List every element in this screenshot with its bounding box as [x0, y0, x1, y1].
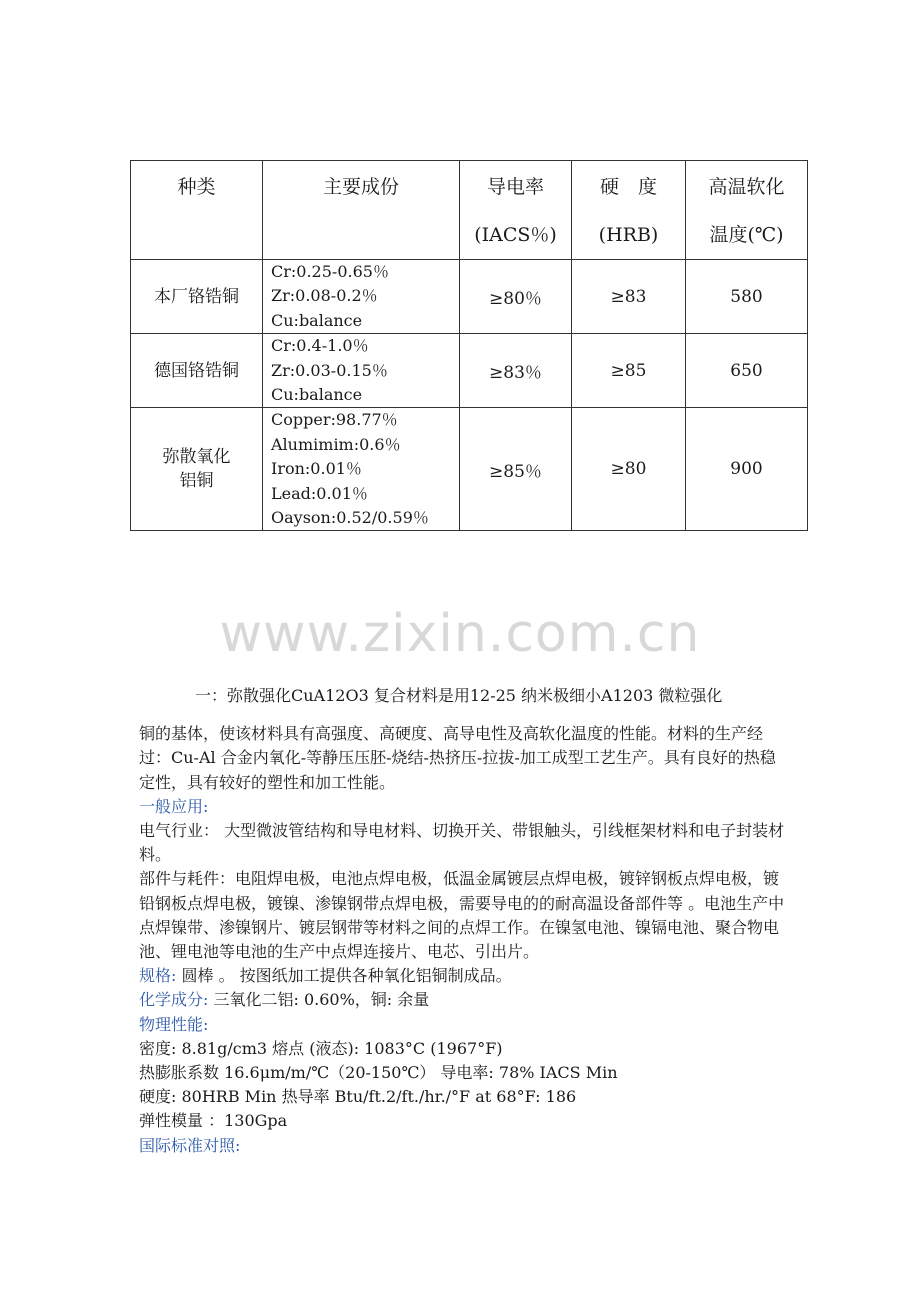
composition-line: Iron:0.01％ [271, 459, 362, 479]
header-line: 导电率 [486, 176, 544, 198]
temperature-cell: 650 [686, 334, 808, 408]
header-line: 种类 [177, 176, 216, 198]
header-conductivity [460, 161, 572, 260]
spec-line [139, 964, 789, 988]
composition-line: Zr:0.08-0.2％ [271, 286, 378, 306]
spec-heading: 规格: [139, 966, 177, 986]
name-line: 弥散氧化 [162, 447, 231, 468]
temperature-cell: 580 [686, 260, 808, 334]
chemistry-line [139, 988, 789, 1012]
properties-table [130, 160, 808, 531]
intro-line: 一：弥散强化CuA12O3 复合材料是用12-25 纳米极细小A1203 微粒强化 [195, 686, 723, 705]
header-line: (HRB) [598, 224, 659, 246]
composition-cell [263, 408, 460, 531]
composition-line: Cr:0.25-0.65％ [271, 262, 389, 281]
composition-line: Cu:balance [271, 310, 363, 330]
name-line: 本厂铬锆铜 [154, 286, 239, 307]
hardness-cell: ≥80 [572, 408, 686, 531]
temperature-cell: 900 [686, 408, 808, 531]
hardness-cell: ≥83 [572, 260, 686, 334]
header-type [131, 161, 263, 260]
composition-cell [263, 334, 460, 408]
hardness-cell: ≥85 [572, 334, 686, 408]
chemistry-heading: 化学成分: [139, 990, 209, 1010]
header-line: 温度(℃) [709, 224, 784, 246]
name-line: 德国铬锆铜 [154, 360, 239, 381]
material-name [131, 408, 263, 531]
table-row [131, 260, 808, 334]
conductivity-cell: ≥85％ [460, 408, 572, 531]
conductivity-cell: ≥80％ [460, 260, 572, 334]
parts-consumables-text: 部件与耗件：电阻焊电极，电池点焊电极，低温金属镀层点焊电极，镀锌钢板点焊电极，镀铅钢板点焊电极，镀镍、渗镍钢带点焊电极，需要导电的的耐高温设备部件等 。电池生产中点焊镍带、渗镍钢片、镀层钢带等材料之间的点焊工作。在镍氢电池、镍镉电池、聚合物电池、锂电池等电池的生产中点焊连接片、电芯、引出片。 [139, 869, 785, 962]
physical-property-line: 密度: 8.81g/cm3 熔点 (液态): 1083°C (1967°F) [139, 1038, 503, 1058]
chemistry-text: 三氧化二铝: 0.60%，铜: 余量 [208, 990, 430, 1010]
material-name [131, 334, 263, 408]
watermark: www.zixin.com.cn [219, 604, 701, 664]
general-use-heading: 一般应用: [139, 796, 209, 816]
header-composition [263, 161, 460, 260]
header-hardness [572, 161, 686, 260]
name-line: 铝铜 [179, 471, 214, 492]
table-header-row [131, 161, 808, 260]
header-softening-temp [686, 161, 808, 260]
composition-cell [263, 260, 460, 334]
header-line: 高温软化 [708, 176, 785, 198]
physical-property-line: 硬度: 80HRB Min 热导率 Btu/ft.2/ft./hr./°F at 68°F: 186 [139, 1087, 577, 1107]
electrical-industry-text: 电气行业： 大型微波管结构和导电材料、切换开关、带银触头，引线框架材料和电子封装材料。 [139, 821, 785, 865]
conductivity-cell: ≥83％ [460, 334, 572, 408]
material-name [131, 260, 263, 334]
composition-line: Cu:balance [271, 385, 363, 405]
composition-line: Copper:98.77％ [271, 410, 398, 430]
physical-properties-heading: 物理性能: [139, 1014, 209, 1034]
composition-line: Oayson:0.52/0.59％ [271, 508, 429, 528]
header-line: 硬 度 [599, 176, 657, 198]
composition-line: Lead:0.01％ [271, 483, 368, 503]
table-row [131, 408, 808, 531]
composition-line: Cr:0.4-1.0％ [271, 336, 369, 356]
description-paragraph: 铜的基体，使该材料具有高强度、高硬度、高导电性及高软化温度的性能。材料的生产经过：Cu-Al 合金内氧化-等静压压胚-烧结-热挤压-拉拔-加工成型工艺生产。具有良好的热稳定性，具有较好的塑性和加工性能。 [139, 724, 776, 792]
header-line: (IACS％) [474, 224, 557, 246]
physical-property-line: 热膨胀系数 16.6μm/m/℃（20-150℃） 导电率: 78% IACS Min [139, 1063, 618, 1083]
physical-property-line: 弹性模量 ：130Gpa [139, 1111, 288, 1131]
header-line: 主要成份 [322, 176, 399, 198]
table-row [131, 334, 808, 408]
international-standard-heading: 国际标准对照: [139, 1135, 241, 1155]
composition-line: Zr:0.03-0.15％ [271, 360, 388, 380]
document-body [139, 684, 789, 1158]
spec-text: 圆棒 。 按图纸加工提供各种氧化铝铜制成品。 [176, 966, 512, 986]
composition-line: Alumimim:0.6％ [271, 434, 401, 454]
